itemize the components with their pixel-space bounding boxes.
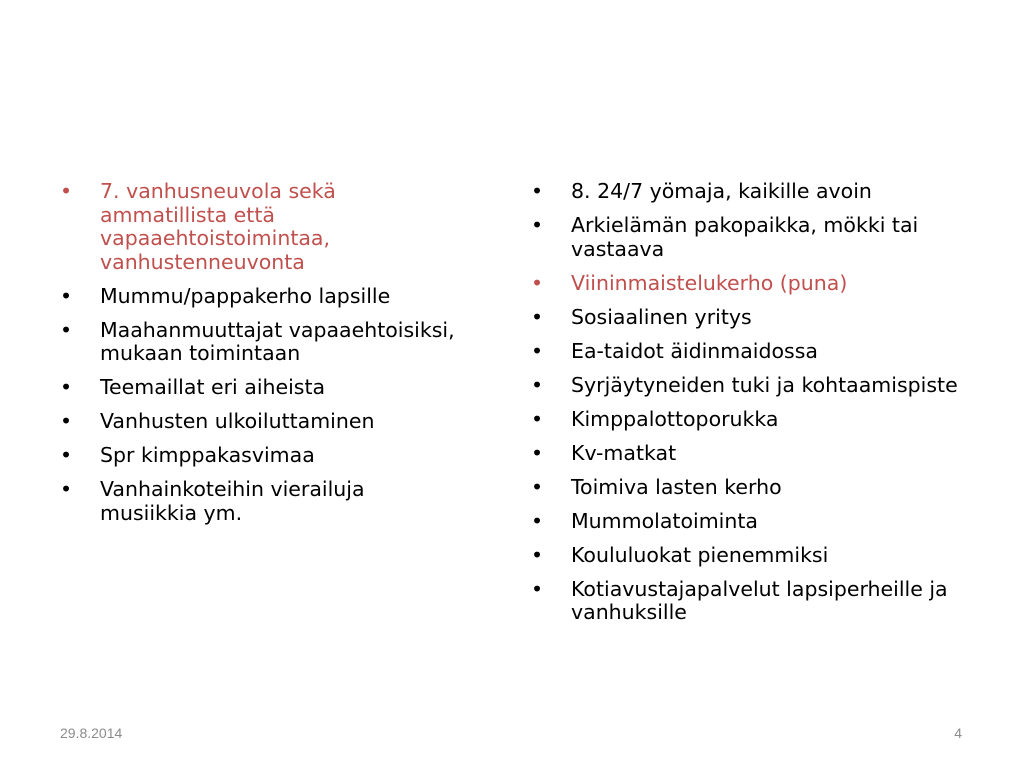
bullet-text: Viininmaistelukerho (puna) [571,270,848,295]
footer-date: 29.8.2014 [60,725,123,741]
bullet-icon: • [531,270,544,295]
bullet-text: Maahanmuuttajat vapaaehtoisiksi, mukaan toimintaan [100,317,455,365]
page-number: 4 [954,725,962,741]
bullet-icon: • [531,508,544,533]
bullet-text: Koululuokat pienemmiksi [571,542,829,567]
bullet-item [531,340,971,364]
bullet-item [531,476,971,500]
bullet-icon: • [531,542,544,567]
bullet-icon: • [60,283,73,308]
bullet-text: Sosiaalinen yritys [571,304,752,329]
bullet-icon: • [531,179,544,203]
bullet-text: Mummu/pappakerho lapsille [100,283,391,308]
bullet-text: Kotiavustajapalvelut lapsiperheille ja vanhuksille [571,576,948,624]
bullet-icon: • [531,474,544,499]
bullet-item [60,478,460,525]
bullet-item [531,442,971,466]
bullet-icon: • [531,372,544,397]
bullet-text: Kv-matkat [571,440,677,465]
bullet-item [531,374,971,398]
bullet-icon: • [531,304,544,329]
right-bullet-list [531,180,971,635]
left-bullet-list [60,180,460,536]
bullet-item [531,510,971,534]
bullet-item [531,408,971,432]
bullet-icon: • [60,443,73,467]
bullet-text: Ea-taidot äidinmaidossa [571,338,818,363]
bullet-text: Teemaillat eri aiheista [100,375,326,399]
bullet-item [60,410,460,434]
bullet-icon: • [60,375,73,399]
bullet-icon: • [60,477,73,501]
bullet-item [531,272,971,296]
bullet-text: Toimiva lasten kerho [571,474,782,499]
bullet-item [531,578,971,625]
bullet-item [60,319,460,366]
bullet-icon: • [531,338,544,363]
bullet-text: Vanhainkoteihin vierailuja musiikkia ym. [100,477,365,525]
bullet-item [60,376,460,400]
bullet-text: Syrjäytyneiden tuki ja kohtaamispiste [571,372,958,397]
bullet-icon: • [531,576,544,601]
bullet-item [531,214,971,261]
bullet-icon: • [60,179,73,203]
bullet-icon: • [531,406,544,431]
bullet-text: Arkielämän pakopaikka, mökki tai vastaava [571,213,919,261]
bullet-text: 7. vanhusneuvola sekä ammatillista että vapaaehtoistoimintaa, vanhustenneuvonta [100,179,336,274]
bullet-text: 8. 24/7 yömaja, kaikille avoin [571,179,872,203]
bullet-text: Mummolatoiminta [571,508,758,533]
bullet-icon: • [531,440,544,465]
bullet-text: Spr kimppakasvimaa [100,443,315,467]
bullet-icon: • [60,317,73,342]
bullet-text: Vanhusten ulkoiluttaminen [100,409,375,433]
bullet-icon: • [60,409,73,433]
bullet-item [531,180,971,204]
bullet-item [60,285,460,309]
bullet-text: Kimppalottoporukka [571,406,779,431]
bullet-item [60,180,460,274]
bullet-icon: • [531,213,544,237]
bullet-item [531,544,971,568]
bullet-item [531,306,971,330]
bullet-item [60,444,460,468]
